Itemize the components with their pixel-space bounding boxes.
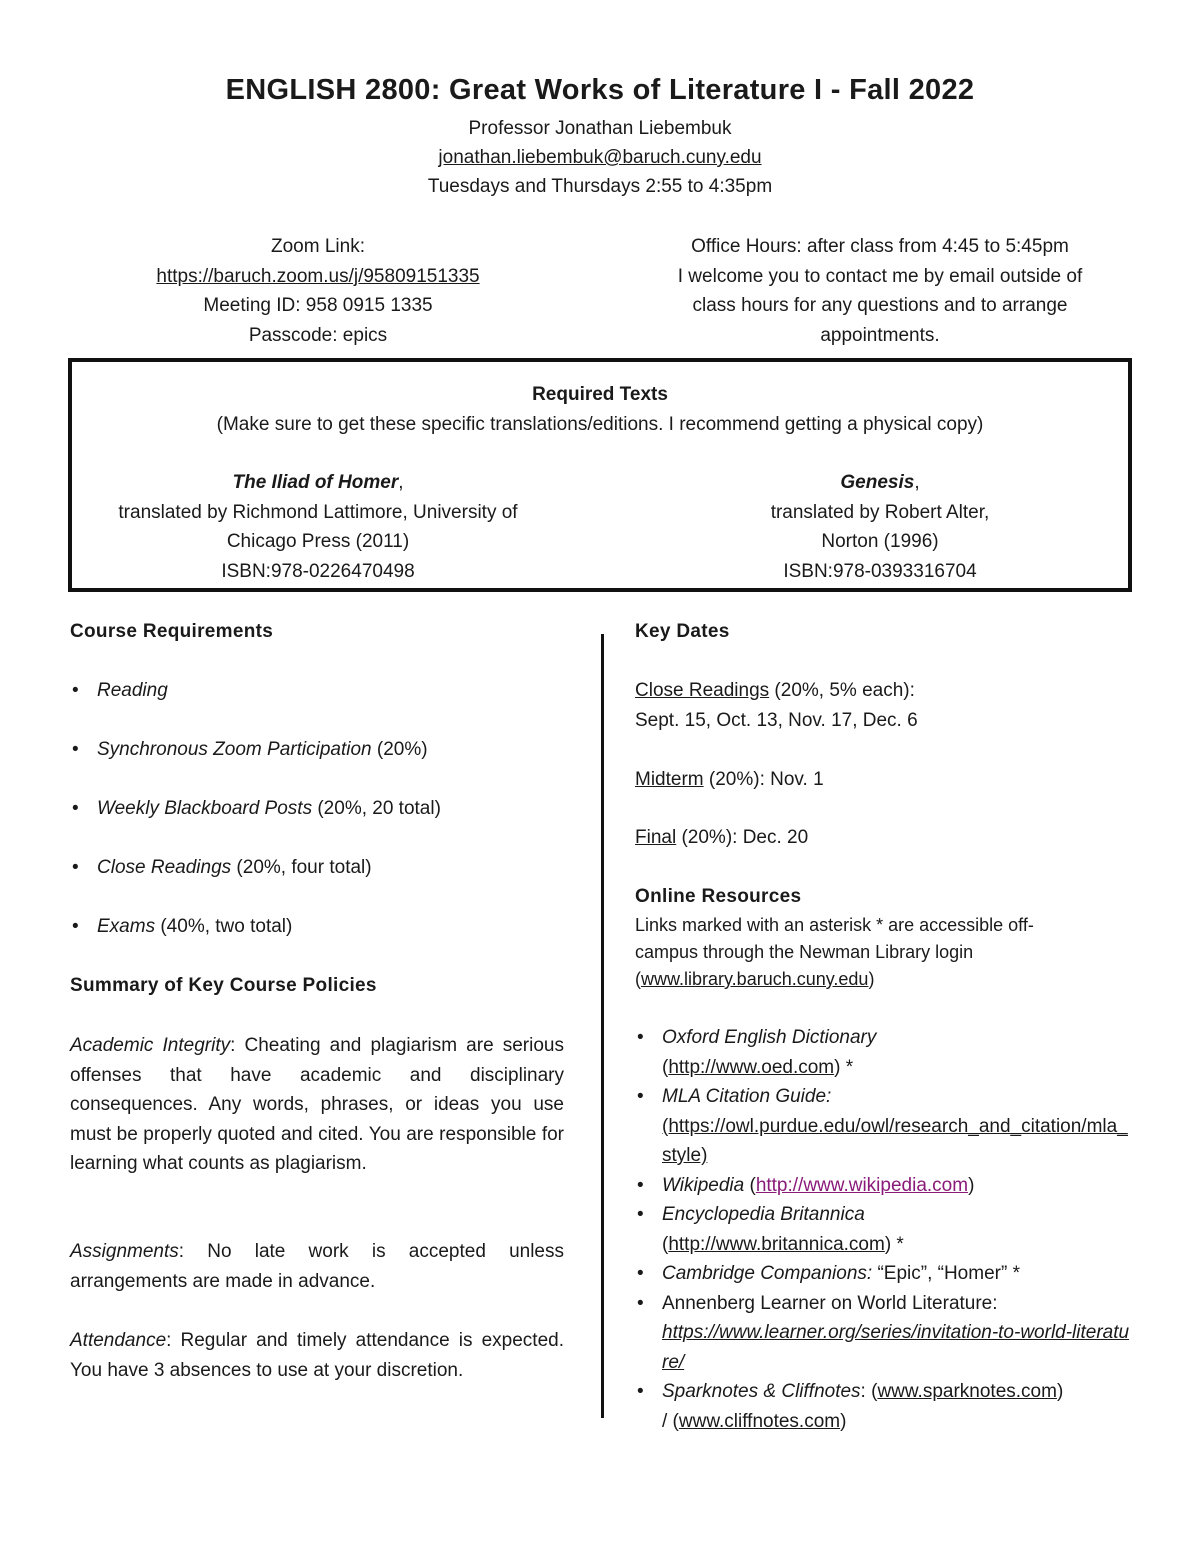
book-genesis: Genesis, translated by Robert Alter, Norton (1996) ISBN:978-0393316704 — [630, 468, 1130, 586]
zoom-link[interactable]: https://baruch.zoom.us/j/95809151335 — [156, 265, 480, 287]
zoom-label: Zoom Link: — [271, 236, 365, 257]
bullet-icon: • — [637, 1204, 644, 1225]
book-publisher: Norton (1996) — [821, 531, 939, 552]
list-item: • Weekly Blackboard Posts (20%, 20 total) — [70, 794, 590, 853]
class-schedule: Tuesdays and Thursdays 2:55 to 4:35pm — [427, 176, 773, 197]
book-iliad: The Iliad of Homer, translated by Richmond Lattimore, University of Chicago Press (2011) ISBN:978-0226470498 — [72, 468, 564, 586]
professor-name: Professor Jonathan Liebembuk — [468, 118, 732, 139]
book-publisher: Chicago Press (2011) — [226, 531, 410, 552]
list-item: • Wikipedia (http://www.wikipedia.com) — [635, 1171, 1135, 1201]
policies-heading: Summary of Key Course Policies — [70, 975, 377, 996]
list-item: • Cambridge Companions: “Epic”, “Homer” * — [635, 1259, 1135, 1289]
online-resources-intro: Links marked with an asterisk * are accessible off- campus through the Newman Library login (www.library.baruch.cuny.edu) — [635, 915, 1034, 989]
book-isbn: ISBN:978-0393316704 — [783, 560, 977, 582]
book-translator: translated by Richmond Lattimore, University of — [118, 501, 518, 523]
column-divider — [601, 634, 604, 1418]
online-resources-list — [635, 1023, 1135, 1436]
policy-academic-integrity: Academic Integrity: Cheating and plagiarism are serious offenses that have academic and disciplinary consequences. Any words, phrases, or ideas you use must be properly quoted and cited. You are responsible for learning what counts as plagiarism. — [70, 1035, 564, 1174]
professor-email-link[interactable]: jonathan.liebembuk@baruch.cuny.edu — [438, 147, 762, 168]
book-isbn: ISBN:978-0226470498 — [221, 560, 415, 582]
policy-assignments: Assignments: No late work is accepted unless arrangements are made in advance. — [70, 1241, 564, 1292]
required-texts-note: (Make sure to get these specific translations/editions. I recommend getting a physical copy) — [216, 414, 984, 435]
cliffnotes-link[interactable]: www.cliffnotes.com — [678, 1410, 841, 1432]
sparknotes-link[interactable]: www.sparknotes.com — [877, 1381, 1057, 1402]
bullet-icon: • — [637, 1027, 644, 1048]
list-item: • Exams (40%, two total) — [70, 912, 590, 971]
list-item: • Close Readings (20%, four total) — [70, 853, 590, 912]
list-item: • Oxford English Dictionary (http://www.oed.com) * — [635, 1023, 1135, 1082]
oed-link[interactable]: http://www.oed.com — [668, 1056, 835, 1078]
bullet-icon: • — [637, 1263, 644, 1284]
policy-attendance: Attendance: Regular and timely attendance is expected. You have 3 absences to use at your discretion. — [70, 1330, 564, 1381]
book-title: The Iliad of Homer — [232, 472, 399, 493]
zoom-block — [140, 232, 496, 350]
list-item: • MLA Citation Guide: (https://owl.purdue.edu/owl/research_and_citation/mla_style) — [635, 1082, 1135, 1171]
key-date-close-readings: Close Readings (20%, 5% each): Sept. 15, Oct. 13, Nov. 17, Dec. 6 — [635, 680, 918, 731]
bullet-icon: • — [72, 680, 79, 701]
bullet-icon: • — [637, 1086, 644, 1107]
bullet-icon: • — [637, 1292, 644, 1314]
list-item: • Sparknotes & Cliffnotes: (www.sparknotes.com) / (www.cliffnotes.com) — [635, 1377, 1135, 1436]
course-requirements-heading: Course Requirements — [70, 621, 274, 642]
zoom-passcode: Passcode: epics — [248, 324, 388, 346]
list-item: • Synchronous Zoom Participation (20%) — [70, 735, 590, 794]
bullet-icon: • — [637, 1381, 644, 1402]
bullet-icon: • — [72, 739, 79, 760]
library-link[interactable]: www.library.baruch.cuny.edu — [641, 969, 869, 989]
annenberg-link[interactable]: https://www.learner.org/series/invitation-to-world-literature/ — [662, 1322, 1130, 1373]
britannica-link[interactable]: http://www.britannica.com — [668, 1233, 885, 1255]
key-dates-heading: Key Dates — [635, 621, 730, 642]
required-texts-heading: Required Texts — [532, 384, 668, 405]
online-resources-heading: Online Resources — [635, 886, 802, 907]
book-translator: translated by Robert Alter, — [770, 501, 990, 523]
bullet-icon: • — [72, 798, 79, 819]
bullet-icon: • — [72, 857, 79, 878]
page-title: ENGLISH 2800: Great Works of Literature I - Fall 2022 — [225, 74, 975, 106]
list-item: • Annenberg Learner on World Literature: https://www.learner.org/series/invitation-to-world-literature/ — [635, 1289, 1135, 1378]
key-date-final: Final (20%): Dec. 20 — [635, 827, 809, 848]
book-title: Genesis — [840, 472, 915, 493]
office-hours-block — [630, 232, 1130, 350]
zoom-meeting-id: Meeting ID: 958 0915 1335 — [203, 295, 433, 316]
key-date-midterm: Midterm (20%): Nov. 1 — [635, 769, 824, 790]
course-requirements-list — [70, 676, 590, 971]
office-hours: Office Hours: after class from 4:45 to 5:45pm — [691, 236, 1069, 257]
bullet-icon: • — [637, 1174, 644, 1196]
office-note-line: class hours for any questions and to arrange — [692, 295, 1068, 316]
mla-guide-link[interactable]: (https://owl.purdue.edu/owl/research_and_citation/mla_style) — [662, 1115, 1128, 1166]
list-item: • Reading — [70, 676, 590, 735]
wikipedia-link[interactable]: http://www.wikipedia.com — [755, 1174, 969, 1196]
office-note-line: appointments. — [820, 324, 940, 346]
office-note-line: I welcome you to contact me by email outside of — [677, 265, 1083, 287]
list-item: • Encyclopedia Britannica (http://www.britannica.com) * — [635, 1200, 1135, 1259]
bullet-icon: • — [72, 916, 79, 937]
